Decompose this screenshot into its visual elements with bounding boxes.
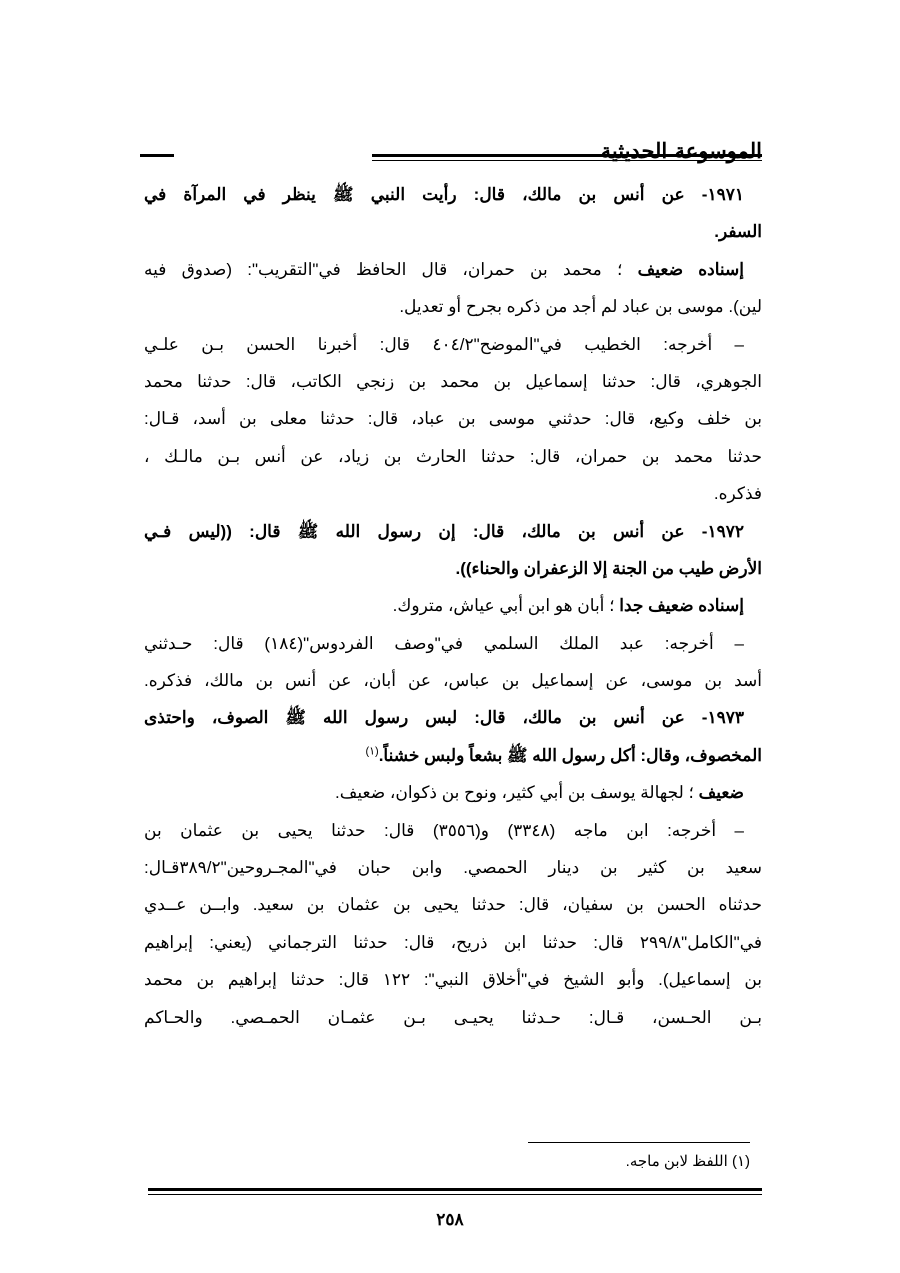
text-segment: – أخرجه: ابن ماجه (٣٣٤٨) و(٣٥٥٦) قال: حدثنا يحيى بن عثمان بن — [144, 820, 744, 840]
text-segment: بن خلف وكيع، قال: حدثني موسى بن عباد، قال: حدثنا معلى بن أسد، قـال: — [144, 409, 762, 429]
text-line — [144, 550, 762, 587]
text-line — [144, 363, 762, 400]
text-line — [144, 849, 762, 886]
text-line — [144, 625, 762, 662]
text-segment: أسد بن موسى، عن إسماعيل بن عباس، عن أبان، عن أنس بن مالك، فذكره. — [144, 671, 762, 691]
header-rule-long-thin — [372, 160, 762, 161]
header-title: الموسوعة الحديثية — [600, 138, 762, 163]
text-segment: ؛ محمد بن حمران، قال الحافظ في"التقريب": (صدوق فيه — [144, 259, 638, 279]
page-header — [140, 138, 762, 166]
text-line — [144, 213, 762, 250]
page-number: ٢٥٨ — [436, 1210, 464, 1229]
text-segment: ١٩٧١- عن أنس بن مالك، قال: رأيت النبي ﷺ ينظر في المرآة في — [144, 185, 744, 204]
text-segment: الجوهري، قال: حدثنا إسماعيل بن محمد بن زنجي الكاتب، قال: حدثنا محمد — [144, 371, 762, 391]
text-segment: ضعيف — [698, 783, 744, 803]
text-line — [144, 886, 762, 923]
text-segment: إسناده ضعيف — [637, 259, 745, 279]
header-rule-short — [140, 154, 174, 157]
text-segment: السفر. — [714, 222, 762, 242]
text-line — [144, 326, 762, 363]
text-segment: حدثناه الحسن بن سفيان، قال: حدثنا يحيى بن عثمان بن سعيد. وابــن عــدي — [144, 895, 762, 915]
bottom-rule-thin — [148, 1194, 762, 1195]
text-segment: ؛ لجهالة يوسف بن أبي كثير، ونوح بن ذكوان، ضعيف. — [335, 783, 699, 803]
text-segment: سعيد بن كثير بن دينار الحمصي. وابن حبان في"المجـروحين"٣٨٩/٢قـال: — [144, 858, 762, 878]
text-segment: بن إسماعيل). وأبو الشيخ في"أخلاق النبي": ١٢٢ قال: حدثنا إبراهيم بن محمد — [144, 970, 762, 990]
text-line — [144, 587, 762, 624]
body-text — [144, 176, 762, 1036]
text-segment: ١٩٧٢- عن أنس بن مالك، قال: إن رسول الله ﷺ قال: ((ليس فـي — [144, 521, 744, 541]
text-line — [144, 812, 762, 849]
text-segment: – أخرجه: الخطيب في"الموضح"٤٠٤/٢ قال: أخبرنا الحسن بـن علـي — [144, 334, 744, 354]
footnote: (١) اللفظ لابن ماجه. — [625, 1153, 750, 1170]
footnote-rule — [528, 1142, 750, 1143]
text-line — [144, 924, 762, 961]
text-segment: ؛ أبان هو ابن أبي عياش، متروك. — [392, 596, 620, 616]
text-segment: في"الكامل"٢٩٩/٨ قال: حدثنا ابن ذريح، قال: حدثنا الترجماني (يعني: إبراهيم — [144, 932, 762, 952]
text-line — [144, 737, 762, 774]
text-segment: إسناده ضعيف جدا — [619, 596, 744, 616]
text-segment: حدثنا محمد بن حمران، قال: حدثنا الحارث بن زياد، عن أنس بـن مالـك ، — [144, 446, 762, 466]
text-line — [144, 774, 762, 811]
footnote-ref: (١) — [365, 745, 379, 758]
text-line — [144, 251, 762, 288]
text-segment: لين). موسى بن عباد لم أجد من ذكره بجرح أو تعديل. — [399, 297, 762, 317]
header-rule-long — [372, 154, 762, 157]
text-segment: الأرض طيب من الجنة إلا الزعفران والحناء)). — [455, 558, 762, 578]
text-line — [144, 999, 762, 1036]
text-line — [144, 400, 762, 437]
text-line — [144, 438, 762, 475]
text-segment: فذكره. — [713, 484, 762, 504]
text-line — [144, 513, 762, 550]
bottom-rule-thick — [148, 1188, 762, 1191]
text-line — [144, 288, 762, 325]
text-segment: بـن الحـسن، قـال: حـدثنا يحيـى بـن عثمـان الحمـصي. والحـاكم — [144, 1007, 762, 1027]
text-line — [144, 662, 762, 699]
text-line — [144, 475, 762, 512]
text-segment: ١٩٧٣- عن أنس بن مالك، قال: لبس رسول الله ﷺ الصوف، واحتذى — [144, 708, 744, 728]
text-line — [144, 961, 762, 998]
text-line — [144, 176, 762, 213]
text-segment: المخصوف، وقال: أكل رسول الله ﷺ بشعاً ولبس خشناً. — [378, 745, 762, 765]
text-line — [144, 699, 762, 736]
text-segment: – أخرجه: عبد الملك السلمي في"وصف الفردوس"(١٨٤) قال: حـدثني — [144, 633, 744, 653]
